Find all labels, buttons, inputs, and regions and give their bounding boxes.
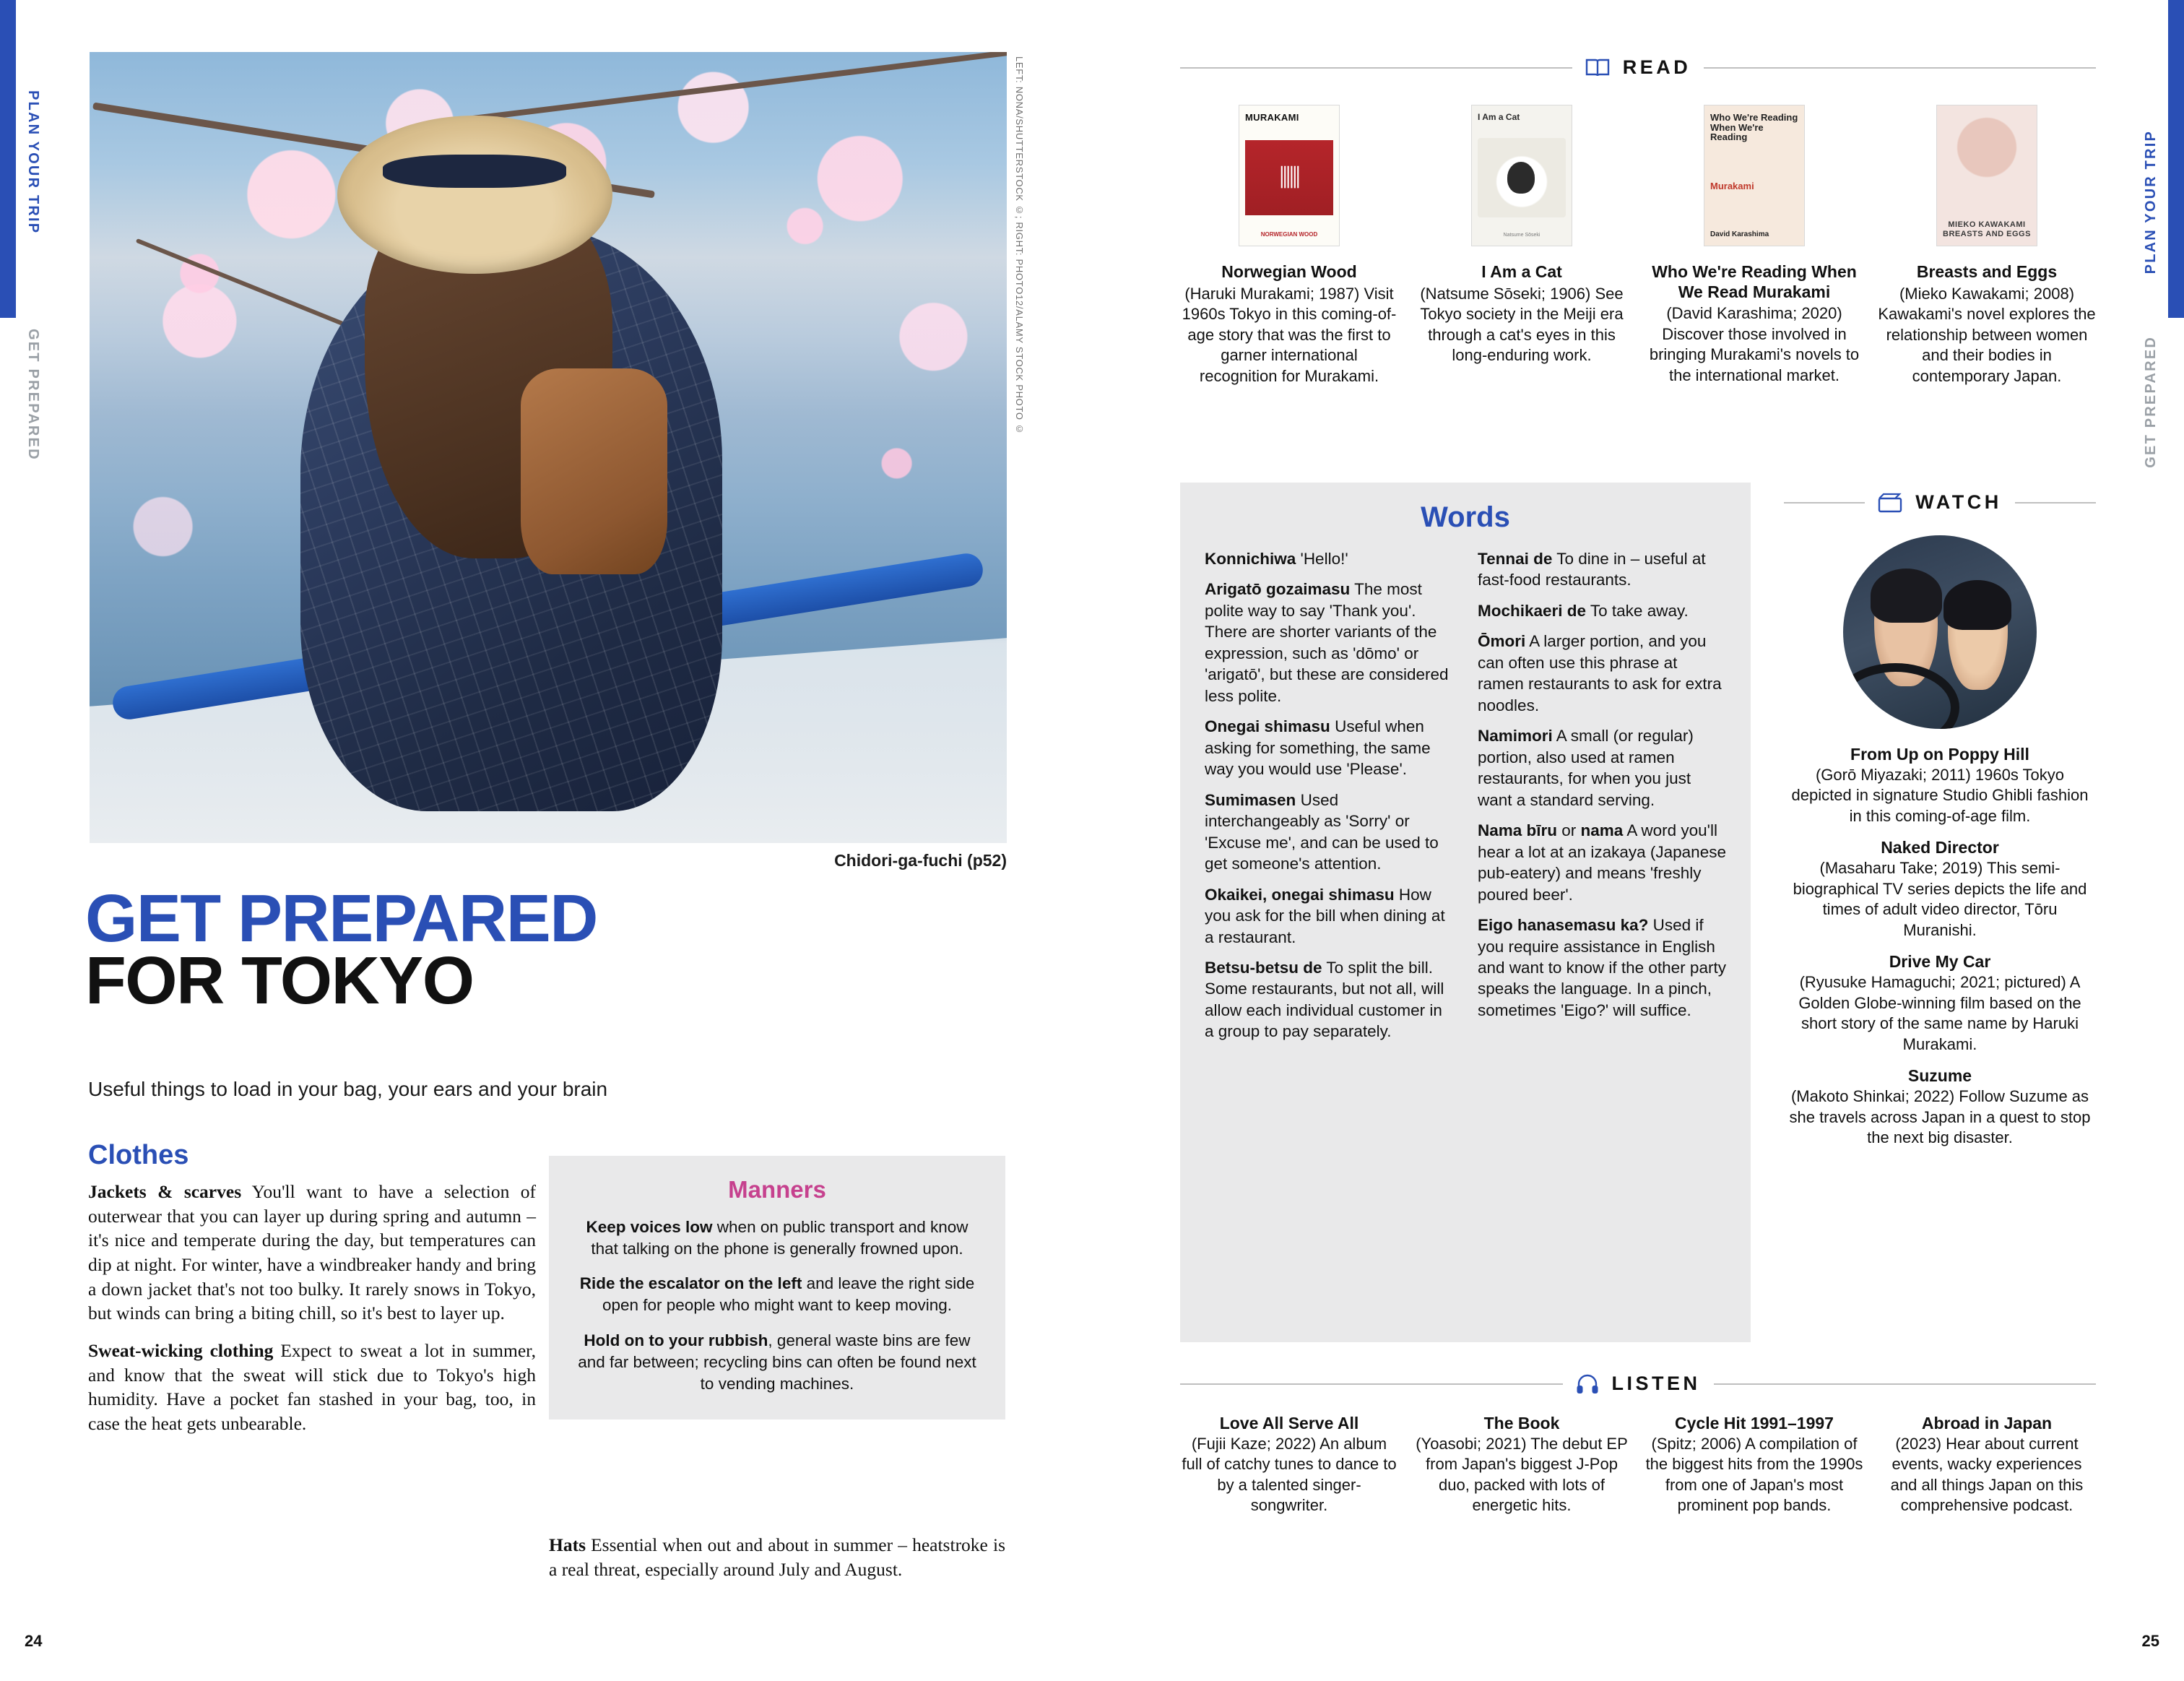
- steering-wheel-shape: [1843, 663, 1959, 729]
- word-term-alt: nama: [1580, 821, 1624, 840]
- list-item: [1878, 105, 2096, 387]
- manners-item-text: when on public transport and know that talking on the phone is generally frowned upon.: [591, 1218, 968, 1258]
- watch-item-title: Naked Director: [1881, 838, 1999, 857]
- left-page-blue-bar: [0, 0, 16, 318]
- book-title: Who We're Reading When We Read Murakami: [1652, 262, 1857, 301]
- manners-item: [575, 1217, 979, 1260]
- page-subtitle: Useful things to load in your bag, your ears and your brain: [88, 1078, 608, 1100]
- clothes-section: [88, 1140, 536, 1449]
- words-title: Words: [1421, 501, 1510, 533]
- backpack-shape: [521, 368, 667, 574]
- word-entry: [1205, 790, 1453, 875]
- word-term: Sumimasen: [1205, 790, 1296, 809]
- word-entry: [1205, 548, 1453, 569]
- book-cover-art: [1943, 113, 2031, 182]
- hair-shape: [1944, 580, 2011, 631]
- page-title-line-2: FOR TOKYO: [85, 943, 474, 1019]
- words-box: [1180, 483, 1751, 1342]
- word-entry: [1478, 600, 1726, 621]
- book-cover-top-text: MIEKO KAWAKAMI BREASTS AND EGGS: [1943, 220, 2031, 238]
- word-entry: [1205, 716, 1453, 779]
- side-tab-plan-your-trip: PLAN YOUR TRIP: [25, 90, 41, 235]
- album-description: (Yoasobi; 2021) The debut EP from Japan's biggest J-Pop duo, packed with lots of energetic hits.: [1416, 1434, 1628, 1515]
- watch-section-header: [1784, 491, 2096, 514]
- word-term: Mochikaeri de: [1478, 601, 1587, 620]
- word-entry: [1478, 820, 1726, 905]
- word-definition: A small (or regular) portion, also used at ramen restaurants, for when you just want a standard serving.: [1478, 727, 1694, 809]
- book-description: (David Karashima; 2020) Discover those involved in bringing Murakami's novels to the international market.: [1649, 304, 1860, 384]
- image-caption: Chidori-ga-fuchi (p52): [834, 851, 1007, 870]
- clothes-paragraph-lead: Jackets & scarves: [88, 1181, 242, 1202]
- word-definition: or: [1557, 821, 1581, 840]
- divider: [2015, 502, 2096, 504]
- manners-item: [575, 1273, 979, 1316]
- word-term: Okaikei, onegai shimasu: [1205, 885, 1395, 904]
- book-cover-mid-text: Murakami: [1710, 180, 1754, 191]
- watch-item-description: (Gorō Miyazaki; 2011) 1960s Tokyo depicted in signature Studio Ghibli fashion in this coming-of-age film.: [1791, 765, 2089, 825]
- book-cover-top-text: Who We're Reading When We're Reading: [1710, 112, 1798, 143]
- clothes-paragraph-text: Expect to sweat a lot in summer, and know that the sweat will stick due to Tokyo's high humidity. Have a pocket fan stashed in your bag, too, in case the heat gets unbearable.: [88, 1339, 536, 1434]
- word-term: Arigatō gozaimasu: [1205, 580, 1351, 599]
- book-title: Breasts and Eggs: [1916, 262, 2058, 281]
- list-item: [1413, 105, 1631, 387]
- word-term: Tennai de: [1478, 550, 1553, 568]
- divider: [1180, 67, 1572, 69]
- clothes-paragraph: [88, 1339, 536, 1436]
- word-entry: [1205, 957, 1453, 1042]
- book-title: I Am a Cat: [1481, 262, 1562, 281]
- word-term: Eigo hanasemasu ka?: [1478, 916, 1649, 935]
- film-clapper-icon: [1878, 493, 1902, 513]
- album-description: (Fujii Kaze; 2022) An album full of catchy tunes to dance to by a talented singer-songwriter.: [1182, 1434, 1397, 1515]
- hair-shape: [1871, 569, 1942, 623]
- manners-item-lead: Keep voices low: [586, 1218, 713, 1236]
- book-description: (Mieko Kawakami; 2008) Kawakami's novel explores the relationship between women and their bodies in contemporary Japan.: [1878, 284, 2096, 385]
- watch-item-title: From Up on Poppy Hill: [1850, 745, 2029, 764]
- word-term: Ōmori: [1478, 632, 1526, 651]
- page-title: [85, 881, 880, 1019]
- clothes-heading: Clothes: [88, 1140, 189, 1170]
- book-description: (Haruki Murakami; 1987) Visit 1960s Tokyo in this coming-of-age story that was the first to garner international recognition for Murakami.: [1182, 284, 1397, 385]
- book-cover-top-text: MURAKAMI: [1245, 112, 1299, 123]
- list-item: [1180, 105, 1398, 387]
- headphones-icon: [1576, 1373, 1599, 1395]
- book-description: (Natsume Sōseki; 1906) See Tokyo society in the Meiji era through a cat's eyes in this long-enduring work.: [1420, 284, 1624, 365]
- side-tab-get-prepared: GET PREPARED: [2143, 336, 2159, 468]
- divider: [1714, 1383, 2097, 1385]
- word-definition: A larger portion, and you can often use this phrase at ramen restaurants to ask for extra noodles.: [1478, 632, 1722, 714]
- clothes-paragraph-lead: Sweat-wicking clothing: [88, 1339, 274, 1361]
- divider: [1704, 67, 2096, 69]
- book-title: Norwegian Wood: [1221, 262, 1357, 281]
- watch-item-description: (Ryusuke Hamaguchi; 2021; pictured) A Golden Globe-winning film based on the short story of the same name by Haruki Murakami.: [1798, 972, 2081, 1053]
- album-title: Love All Serve All: [1219, 1414, 1359, 1432]
- page-number-right: 25: [2141, 1632, 2159, 1650]
- album-title: Abroad in Japan: [1921, 1414, 2053, 1432]
- book-cover-top-text: I Am a Cat: [1478, 112, 1520, 122]
- word-definition: To split the bill. Some restaurants, but not all, will allow each individual customer in a group to pay separately.: [1205, 958, 1444, 1041]
- word-definition: Used interchangeably as 'Sorry' or 'Excuse me', and can be used to get someone's attention.: [1205, 790, 1439, 873]
- book-cover: [1704, 105, 1805, 246]
- album-title: Cycle Hit 1991–1997: [1675, 1414, 1834, 1432]
- listen-section-label: LISTEN: [1611, 1373, 1701, 1394]
- word-definition: 'Hello!': [1296, 550, 1348, 568]
- hero-photo: [90, 52, 1007, 843]
- manners-item-lead: Hold on to your rubbish: [584, 1331, 768, 1349]
- hats-paragraph-lead: Hats: [549, 1534, 586, 1555]
- manners-item-text: , general waste bins are few and far between; recycling bins can often be found next to vending machines.: [578, 1331, 976, 1393]
- right-page: [1092, 0, 2184, 1681]
- manners-title: Manners: [728, 1176, 826, 1203]
- list-item: [1180, 1414, 1398, 1516]
- divider: [1784, 502, 1865, 504]
- words-column-left: [1205, 548, 1453, 1052]
- watch-item-description: (Masaharu Take; 2019) This semi-biographical TV series depicts the life and times of adult video director, Tōru Muranishi.: [1793, 858, 2087, 939]
- album-list: [1180, 1414, 2096, 1516]
- list-item: [1645, 1414, 1863, 1516]
- word-term: Namimori: [1478, 727, 1553, 746]
- word-term: Betsu-betsu de: [1205, 958, 1322, 977]
- word-definition: Useful when asking for something, the same way you would use 'Please'.: [1205, 717, 1431, 779]
- book-cover-bottom-text: Natsume Sōseki: [1503, 233, 1540, 238]
- book-cover-bottom-text: NORWEGIAN WOOD: [1260, 231, 1318, 238]
- book-cover: [1936, 105, 2037, 246]
- book-cover-bottom-text: David Karashima: [1710, 230, 1769, 238]
- words-columns: [1205, 548, 1726, 1052]
- photo-credit: LEFT: NONA/SHUTTERSTOCK ©; RIGHT: PHOTO12/ALAMY STOCK PHOTO ©: [1014, 56, 1025, 435]
- word-term: Onegai shimasu: [1205, 717, 1330, 736]
- word-entry: [1205, 884, 1453, 948]
- divider: [1180, 1383, 1563, 1385]
- manners-item: [575, 1330, 979, 1395]
- word-definition: To dine in – useful at fast-food restaurants.: [1478, 550, 1706, 589]
- watch-section: [1784, 491, 2096, 1160]
- word-entry: [1478, 548, 1726, 591]
- watch-section-label: WATCH: [1915, 491, 2002, 513]
- word-term: Konnichiwa: [1205, 550, 1296, 568]
- side-tab-get-prepared: GET PREPARED: [25, 329, 41, 461]
- book-cover: [1471, 105, 1572, 246]
- read-section-label: READ: [1622, 56, 1691, 78]
- word-term: Nama bīru: [1478, 821, 1558, 840]
- list-item: [1878, 1414, 2096, 1516]
- book-list: [1180, 105, 2096, 387]
- hats-paragraph-text: Essential when out and about in summer – heatstroke is a real threat, especially around July and August.: [549, 1534, 1005, 1580]
- clothes-paragraph-text: You'll want to have a selection of outerwear that you can layer up during spring and autumn – it's nice and temperate during the day, but temperatures can dip at night. For winter, have a windbreaker handy and bring a down jacket that's not too bulky. It rarely snows in Tokyo, but winds can bring a biting chill, so it's best to layer up.: [88, 1181, 536, 1324]
- page-number-left: 24: [25, 1632, 43, 1650]
- hat-band-shape: [383, 155, 566, 188]
- manners-item-lead: Ride the escalator on the left: [579, 1274, 802, 1293]
- album-description: (Spitz; 2006) A compilation of the biggest hits from the 1990s from one of Japan's most prominent pop bands.: [1645, 1434, 1863, 1515]
- word-entry: [1205, 579, 1453, 706]
- listen-section-header: [1180, 1373, 2096, 1395]
- book-cover: [1239, 105, 1340, 246]
- read-section-header: [1180, 56, 2096, 79]
- book-cover-art: [1478, 138, 1566, 217]
- hats-paragraph: [549, 1533, 1005, 1581]
- listen-section: [1180, 1373, 2096, 1516]
- word-definition: How you ask for the bill when dining at a restaurant.: [1205, 885, 1445, 946]
- list-item: [1413, 1414, 1631, 1516]
- album-title: The Book: [1483, 1414, 1560, 1432]
- straw-hat-shape: [337, 116, 612, 274]
- right-page-blue-bar: [2168, 0, 2184, 318]
- words-column-right: [1478, 548, 1726, 1052]
- hero-photo-background: [90, 52, 1007, 843]
- word-definition: The most polite way to say 'Thank you'. There are shorter variants of the expression, such as 'dōmo' or 'arigatō', but these are considered less polite.: [1205, 580, 1449, 705]
- page-title-line-1: GET PREPARED: [85, 881, 597, 956]
- word-definition-alt: A word you'll hear a lot at an izakaya (Japanese pub-eatery) and means 'freshly poured beer'.: [1478, 821, 1726, 904]
- manners-box: [549, 1156, 1005, 1419]
- word-entry: [1478, 725, 1726, 811]
- clothes-paragraph: [88, 1180, 536, 1326]
- watch-item-title: Drive My Car: [1889, 952, 1991, 972]
- word-definition: To take away.: [1586, 601, 1689, 620]
- side-tab-plan-your-trip: PLAN YOUR TRIP: [2143, 130, 2159, 275]
- book-cover-art: ⫼⫼: [1245, 140, 1333, 215]
- list-item: [1645, 105, 1863, 387]
- word-entry: [1478, 631, 1726, 716]
- album-description: (2023) Hear about current events, wacky experiences and all things Japan on this comprehensive podcast.: [1890, 1434, 2084, 1515]
- watch-item-description: (Makoto Shinkai; 2022) Follow Suzume as she travels across Japan in a quest to stop the next big disaster.: [1789, 1086, 2091, 1147]
- watch-photo: [1843, 535, 2037, 729]
- watch-item-title: Suzume: [1907, 1066, 1972, 1086]
- word-entry: [1478, 915, 1726, 1021]
- read-section: [1180, 56, 2096, 387]
- book-icon: [1585, 57, 1610, 79]
- manners-item-text: and leave the right side open for people who might want to keep moving.: [602, 1274, 975, 1315]
- word-definition: Used if you require assistance in English and want to know if the other party speaks the language. In a pinch, sometimes 'Eigo?' will suffice.: [1478, 916, 1726, 1019]
